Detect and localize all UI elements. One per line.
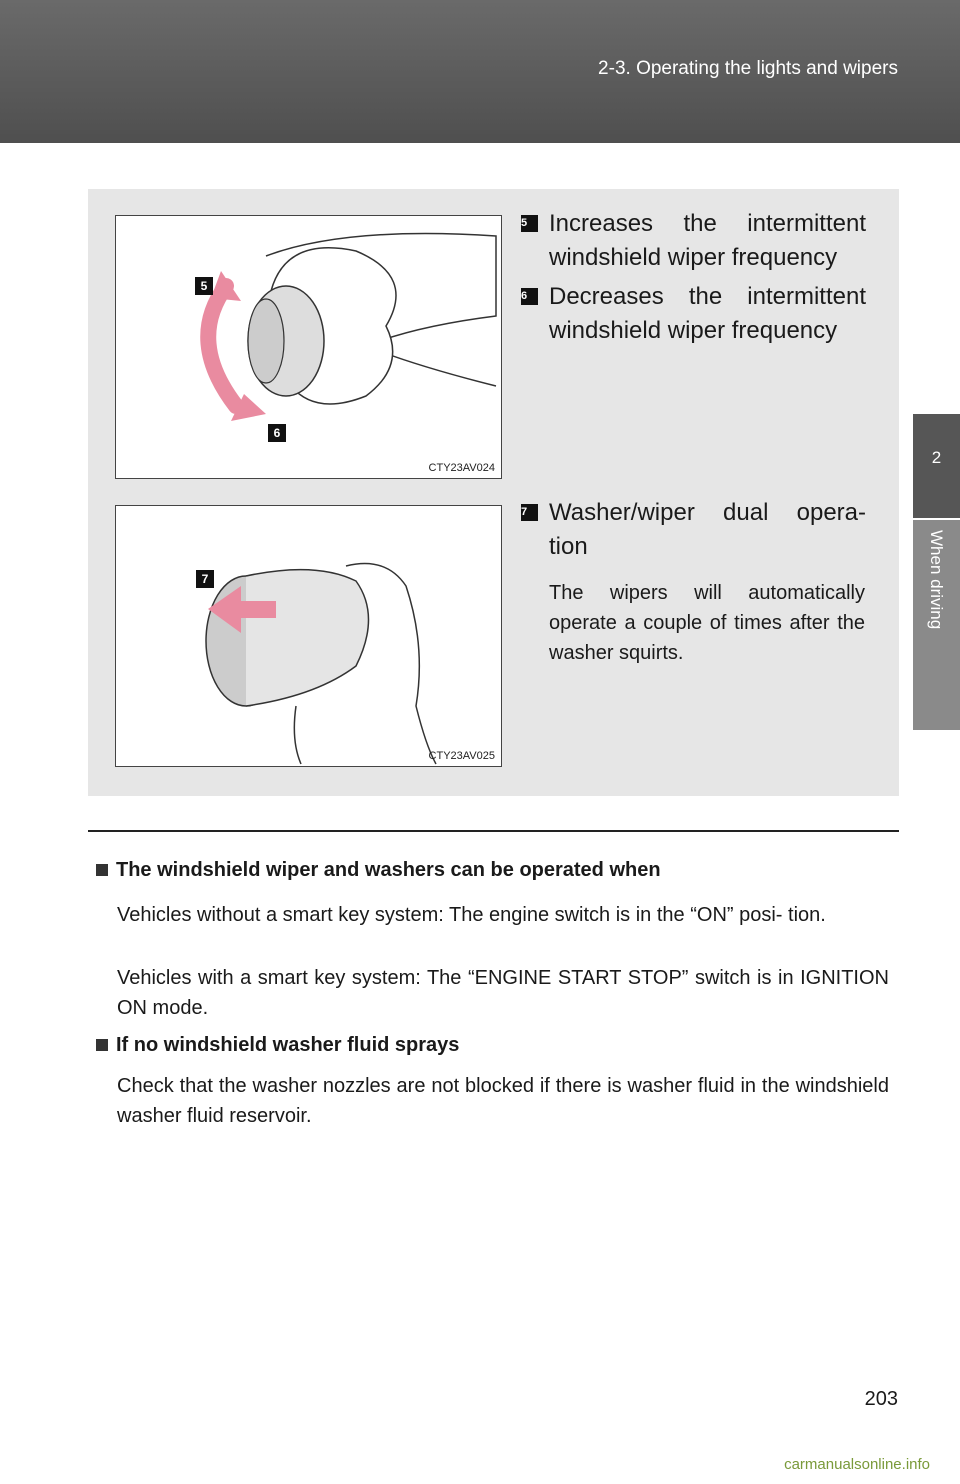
item-text: Washer/wiper dual opera- tion <box>549 499 866 560</box>
figure-code: CTY23AV024 <box>428 462 495 474</box>
footer-watermark: carmanualsonline.info <box>784 1456 930 1473</box>
item-text: Decreases the intermittent windshield wiper frequency <box>549 283 866 344</box>
chapter-number: 2 <box>931 448 942 467</box>
figure-wiper-frequency <box>115 215 502 479</box>
callout-6: 6 <box>268 424 286 442</box>
section-divider <box>88 830 899 832</box>
callout-7: 7 <box>196 570 214 588</box>
paragraph: Check that the washer nozzles are not blocked if there is washer fluid in the windshield washer fluid reservoir. <box>117 1075 889 1127</box>
section-heading-operation <box>96 859 661 882</box>
square-bullet-icon <box>96 1039 108 1051</box>
wiper-lever-rotate-illustration <box>116 216 501 478</box>
section-title: 2-3. Operating the lights and wipers <box>598 58 898 79</box>
item-7-note: The wipers will automatically operate a couple of times after the washer squirts. <box>549 582 865 664</box>
figure-code: CTY23AV025 <box>428 750 495 762</box>
callout-5: 5 <box>195 277 213 295</box>
square-bullet-icon <box>96 864 108 876</box>
section-heading-fluid <box>96 1034 459 1057</box>
page-number: 203 <box>864 1388 898 1410</box>
item-number: 5 <box>521 215 538 232</box>
heading-text: If no windshield washer fluid sprays <box>116 1034 460 1056</box>
page-header <box>0 0 960 143</box>
item-6 <box>521 280 866 348</box>
item-number: 6 <box>521 288 538 305</box>
paragraph: Vehicles with a smart key system: The “ENGINE START STOP” switch is in IGNITION ON mode. <box>117 967 889 1019</box>
figure-washer <box>115 505 502 767</box>
item-text: Increases the intermittent windshield wiper frequency <box>549 210 866 271</box>
chapter-label: When driving <box>927 530 946 630</box>
item-5 <box>521 207 866 275</box>
washer-lever-pull-illustration <box>116 506 501 766</box>
item-7 <box>521 496 866 564</box>
paragraph: Vehicles without a smart key system: The engine switch is in the “ON” posi- tion. <box>117 904 826 926</box>
heading-text: The windshield wiper and washers can be operated when <box>116 859 661 881</box>
item-number: 7 <box>521 504 538 521</box>
